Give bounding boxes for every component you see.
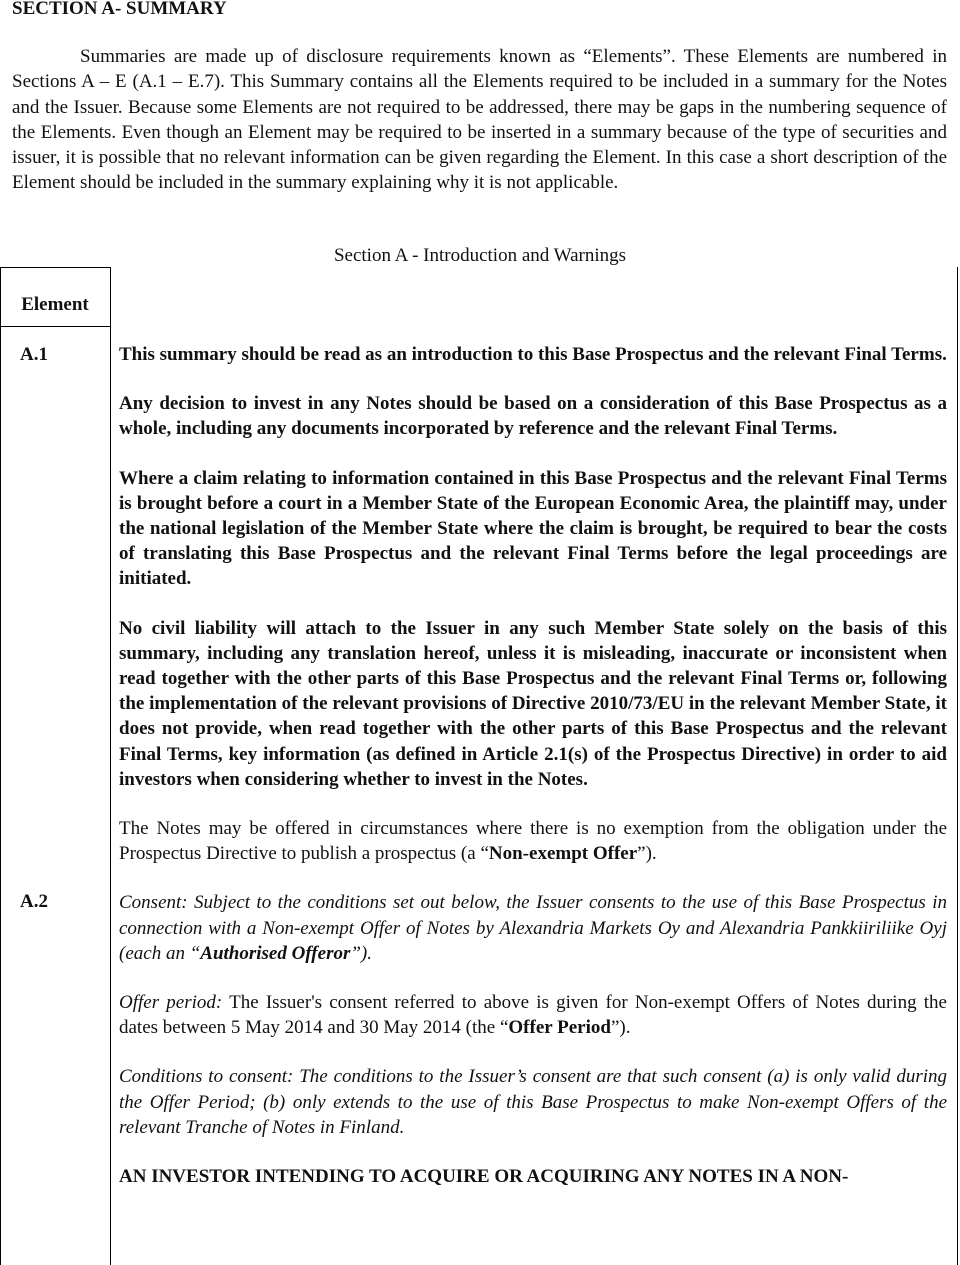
table-column-divider bbox=[110, 267, 111, 1265]
section-title: SECTION A- SUMMARY bbox=[12, 0, 227, 19]
element-id-a2: A.2 bbox=[20, 891, 48, 912]
a2-p1-text: The Notes may be offered in circumstances where there is no exemption from the obligation under the Prospectus Directive to publish a prospectus (a “ bbox=[119, 818, 947, 865]
a2-p2-text: Subject to the conditions set out below, the Issuer consents to the use of this Base Prospectus in connection with a Non-exempt Offer of Notes by Alexandria Markets Oy and Alexandria Pankkiiriliike Oyj (each an “ bbox=[119, 892, 947, 964]
a2-paragraph-2 bbox=[119, 890, 947, 966]
a1-paragraph-1: This summary should be read as an introduction to this Base Prospectus and the relevant Final Terms. bbox=[119, 344, 947, 365]
a1-paragraph-4: No civil liability will attach to the Issuer in any such Member State solely on the basis of this summary, including any translation hereof, unless it is misleading, inaccurate or inconsistent when read together with the other parts of this Base Prospectus and the relevant Final Terms or, following the implementation of the relevant provisions of Directive 2010/73/EU in the relevant Member State, it does not provide, when read together with the other parts of this Base Prospectus and the relevant Final Terms, key information (as defined in Article 2.1(s) of the Prospectus Directive) in order to aid investors when considering whether to invest in the Notes. bbox=[119, 617, 947, 790]
table-header-divider bbox=[0, 326, 110, 327]
a2-paragraph-1 bbox=[119, 816, 947, 866]
a2-p3-end: ”). bbox=[610, 1017, 631, 1039]
offer-period-label: Offer period: bbox=[119, 992, 223, 1014]
authorised-offeror-term: Authorised Offeror bbox=[200, 942, 351, 964]
a2-p2-end: ”). bbox=[350, 942, 373, 964]
a1-paragraph-3: Where a claim relating to information contained in this Base Prospectus and the relevant Final Terms is brought before a court in a Member State of the European Economic Area, the plaintiff may, under the national legislation of the Member State where the claim is brought, be required to bear the costs of translating this Base Prospectus and the relevant Final Terms before the legal proceedings are initiated. bbox=[119, 467, 947, 590]
table-top-border bbox=[0, 267, 110, 268]
non-exempt-offer-term: Non-exempt Offer bbox=[488, 843, 638, 865]
table-heading-text: Section A - Introduction and Warnings bbox=[333, 245, 627, 266]
table-left-border bbox=[0, 267, 1, 1265]
table-heading bbox=[0, 243, 960, 268]
table-right-border bbox=[957, 267, 958, 1265]
a2-paragraph-4: Conditions to consent: The conditions to the Issuer’s consent are that such consent (a) is only valid during the Offer Period; (b) only extends to the use of this Base Prospectus to make Non-exempt Offers of the relevant Tranche of Notes in Finland. bbox=[119, 1066, 947, 1138]
element-a1-content bbox=[119, 342, 947, 1189]
column-header-element: Element bbox=[21, 294, 89, 315]
intro-paragraph: Summaries are made up of disclosure requirements known as “Elements”. These Elements are numbered in Sections A – E (A.1 – E.7). This Summary contains all the Elements required to be included in a summary for the Notes and the Issuer. Because some Elements are not required to be addressed, there may be gaps in the numbering sequence of the Elements. Even though an Element may be required to be inserted in a summary because of the type of securities and issuer, it is possible that no relevant information can be given regarding the Element. In this case a short description of the Element should be included in the summary explaining why it is not applicable. bbox=[12, 46, 947, 194]
element-id-a1: A.1 bbox=[20, 344, 48, 365]
a2-paragraph-3 bbox=[119, 990, 947, 1040]
a1-paragraph-2: Any decision to invest in any Notes should be based on a consideration of this Base Prospectus as a whole, including any documents incorporated by reference and the relevant Final Terms. bbox=[119, 393, 947, 440]
a2-p1-end: ”). bbox=[637, 843, 657, 865]
offer-period-term: Offer Period bbox=[508, 1017, 611, 1039]
a2-paragraph-5: AN INVESTOR INTENDING TO ACQUIRE OR ACQUIRING ANY NOTES IN A NON- bbox=[119, 1166, 849, 1188]
consent-label: Consent: bbox=[119, 892, 188, 914]
a2-p3-text: The Issuer's consent referred to above is given for Non-exempt Offers of Notes during the dates between 5 May 2014 and 30 May 2014 (the “ bbox=[119, 992, 947, 1039]
